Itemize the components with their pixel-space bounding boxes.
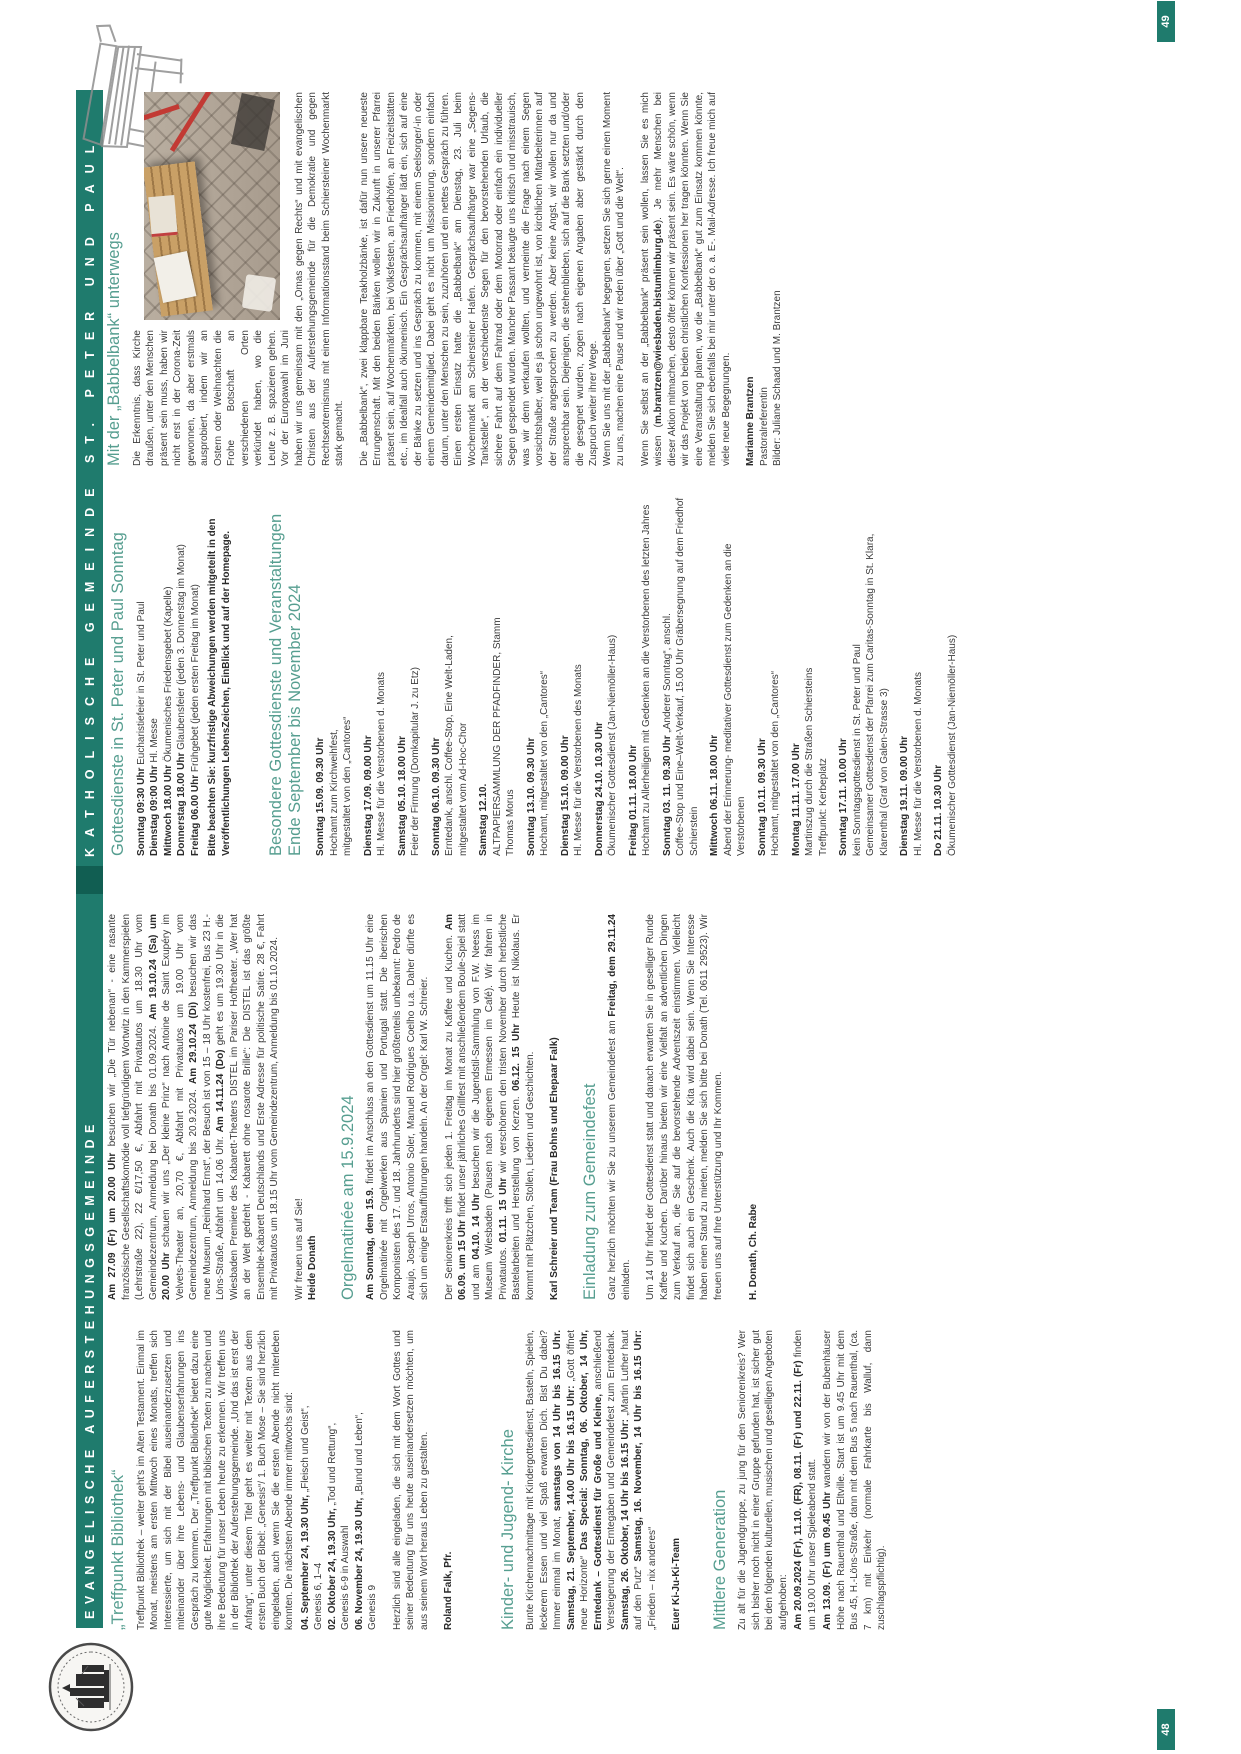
signature-donath-rabe: H. Donath, Ch. Rabe <box>748 1203 759 1300</box>
service-row: Donnerstag 18.00 Uhr Glaubensfeier (jeden 3. Donnerstag im Monat) <box>176 544 187 856</box>
section-heading-gemeindefest: Einladung zum Gemeindefest <box>580 1083 599 1300</box>
babbelbank-paragraph-2: Die „Babbelbank“, zwei klappbare Teakholzbänke, ist dafür nun unsere neueste Errungenschaft. Mit den beiden Bänken wollen wir in Zukunft in unserer Pfarrei präsent sein, auf Wochenmärkten, bei Volksfesten, an Friedhöfen, an Freizeitstätten etc., im Idealfall auch ökumenisch. Ein Gesprächsaufhänger lädt ein, sich auf eine der Bänke zu setzen und ins Gespräch zu kommen, mit einem Seelsorger/-in oder einem Gemeindemitglied. Dabei geht es nicht um Missionierung, sondern einfach darum, unter den Menschen zu sein, zuzuhören und ein nettes Gespräch zu führen. Einen ersten Einsatz hatte die „Babbelbank“ am Dienstag, 23. Juli beim Wochenmarkt am Schiersteiner Hafen. Gesprächsaufhänger war eine „Segens-Tankstelle“, an der verschiedenste Segen für den bevorstehenden Urlaub, die sichere Fahrt auf dem Fahrrad oder dem Motorrad oder einfach ein individueller Segen gespendet wurden. Mancher Passant beäugte uns kritisch und misstrauisch, was wir denn verkaufen wollten, und verneinte die Frage nach einem Segen vorsichtshalber, weil es ja schon ungewohnt ist, von kirchlichen Mitarbeiterinnen auf der Straße angesprochen zu werden. Aber keine Angst, wir wollen nur da und ansprechbar sein. Diejenigen, die stehenblieben, sich auf die Bank setzten und/oder die gesegnet wurden, zogen nach eigenen Angaben aber gestärkt durch den Zuspruch weiter ihrer Wege. <box>358 92 599 466</box>
treffpunkt-intro: Treffpunkt Bibliothek – weiter geht's im Alten Testament. Einmal im Monat, meistens am ersten Mittwoch eines Monats, treffen sich Interessierte, um sich mit der Bibel auseinanderzusetzen und miteinander über ihre Lebens- und Glaubenserfahrungen ins Gespräch zu kommen. Der „Treffpunkt Bibliothek“ bietet dazu eine gute Möglichkeit. Erfahrungen mit biblischen Texten zu machen und ihre Bedeutung für unser Leben heute zu erkennen. Wir treffen uns in der Bibliothek der Auferstehungsgemeinde. „Und das ist erst der Anfang“, unter diesem Titel geht es weiter mit Texten aus dem ersten Buch der Bibel: „Genesis“/ 1. Buch Mose – Sie sind herzlich eingeladen, auch wenn Sie die ersten Abende nicht miterleben konnten. Die nächsten Abende immer mittwochs sind: <box>135 1330 295 1630</box>
mittlere-spieleabend: Am 20.09.2024 (Fr), 11.10. (FR), 08.11. (Fr) und 22.11. (Fr) finden um 19.00 Uhr unser Spieleabend statt. <box>793 1330 818 1630</box>
treffpunkt-date-row: Genesis 6-9 in Auswahl <box>340 1525 351 1630</box>
section-heading-besondere: Besondere Gottesdienste und Veranstaltungen Ende September bis November 2024 <box>267 513 304 856</box>
section-heading-kiju: Kinder- und Jugend- Kirche <box>498 1429 517 1630</box>
section-heading-mittlere: Mittlere Generation <box>710 1489 729 1630</box>
schedule-entry: Dienstag 17.09. 09.00 Uhr Hl. Messe für die Verstorbenen d. Monats <box>362 672 387 856</box>
babbelbank-paragraph-1: Die Erkenntnis, dass Kirche draußen, unter den Menschen präsent sein muss, haben wir nicht erst in der Corona-Zeit gewonnen, da aber erstmals ausprobiert, indem wir an Ostern oder Weihnachten die Frohe Botschaft an verschiedenen Orten verkündet haben, wo die Leute z. B. spazieren gehen. Vor der Europawahl im Juni haben wir uns gemeinsam mit den „Omas gegen Rechts“ und mit evangelischen Christen aus der Auferstehungsgemeinde für die Demokratie und gegen Rechtsextremismus mit einem Informationsstand beim Schiersteiner Wochenmarkt stark gemacht. <box>131 92 347 466</box>
signature-kijuki-team: Euer Ki-Ju-Ki-Team <box>671 1537 682 1630</box>
gemeindefest-body: Um 14 Uhr findet der Gottesdienst statt und danach erwarten Sie in geselliger Runde Kaffee und Kuchen. Darüber hinaus bieten wir eine Vielfalt an adventlichen Dingen zum Verkauf an, die Sie auf die bevorstehende Adventszeit einstimmen. Vielleicht findet sich auch ein Geschenk. Auch die Kita wird dabei sein. Wenn Sie Interesse haben einen Stand zu mieten, melden Sie sich bitte bei Donath (Tel. 0611 29523). Wir freuen uns auf Ihre Unterstützung und Ihr Kommen. <box>645 914 724 1300</box>
signature-heide-donath: Heide Donath <box>307 1235 318 1300</box>
signature-karl-schreier-team: Karl Schreier und Team (Frau Bohns und Ehepaar Falk) <box>549 1037 560 1300</box>
page-number-tab-49: 49 <box>1157 1 1175 42</box>
column-treffpunkt <box>109 1329 900 1630</box>
page-number-tab-48: 48 <box>1157 1709 1175 1750</box>
treffpunkt-outro: Herzlich sind alle eingeladen, die sich mit dem Wort Gottes und seiner Bedeutung für uns heute auseinandersetzen möchten, um aus seinem Wort heraus Leben zu gestalten. <box>391 1330 430 1630</box>
band-title-left: EVANGELISCHE AUFERSTEHUNGSGEMEINDE <box>82 1118 97 1619</box>
orgelmatinee-body: Am Sonntag, dem 15.9. findet im Anschluss an den Gottesdienst um 11.15 Uhr eine Orgelmatinée mit Orgelwerken aus Spanien und Portugal statt. Die iberischen Komponisten des 17. und 18. Jahrhunderts sind hier größtenteils unbekannt: Pedro de Araujo, Joseph Urros, Antonio Soler, Manuel Rodrigues Coelho u.a. Daher dürfte es sich um einige Erstaufführungen handeln. An der Orgel: Karl W. Schreier. <box>365 913 430 1300</box>
treffpunkt-date-row: 06. November 24, 19.30 Uhr, „Bund und Leben“, <box>353 1412 365 1630</box>
schedule-entry: Samstag 12.10. ALTPAPIERSAMMLUNG DER PFADFINDER, Stamm Thomas Morus <box>478 617 516 856</box>
band-divider <box>76 866 103 894</box>
treffpunkt-date-row: 02. Oktober 24, 19.30 Uhr, „Tod und Rettung“, <box>326 1422 338 1630</box>
signature-role: Pastoralreferentin <box>758 387 770 466</box>
header-band-katholisch <box>76 90 103 866</box>
schedule-entry: Sonntag 06.10. 09.30 Uhr Erntedank, anschl. Coffee-Stop, Eine Welt-Laden, mitgestaltet vom Ad-Hoc-Chor <box>430 635 469 856</box>
schedule-entry: Sonntag 15.09. 09.30 Uhr Hochamt zum Kirchweihfest, mitgestaltet von den „Cantores“ <box>315 716 353 856</box>
column-ausfluege <box>106 914 775 1300</box>
band-title-right: KATHOLISCHE GEMEINDE ST. PETER UND PAUL <box>82 134 97 857</box>
schedule-entry: Freitag 01.11. 18.00 Uhr Hochamt zu Allerheiligen mit Gedenken an die Verstorbenen des letzten Jahres <box>627 504 652 856</box>
service-row: Mittwoch 18.00 Uhr Ökumenisches Friedensgebet (Kapelle) <box>162 586 174 856</box>
service-row: Sonntag 09:30 Uhr Eucharistiefeier in St. Peter und Paul <box>135 601 147 856</box>
schedule-entry: Mittwoch 06.11. 18.00 Uhr Abend der Erinnerung- meditativer Gottesdienst zum Gedenken an die Verstorbenen <box>709 543 747 856</box>
section-heading-treffpunkt: „Treffpunkt Bibliothek“ <box>109 1469 127 1630</box>
besondere-schedule <box>314 490 959 856</box>
treffpunkt-date-row: Genesis 9 <box>367 1584 378 1630</box>
schedule-entry: Sonntag 13.10. 09.30 Uhr Hochamt, mitgestaltet von den „Cantores“ <box>525 670 550 856</box>
photo-credit: Bilder: Juliane Schaad und M. Brantzen <box>772 290 783 466</box>
service-row: Freitag 06.00 Uhr Frühgebet (jeden ersten Freitag im Monat) <box>189 584 201 856</box>
column-babbelbank <box>105 92 785 466</box>
ausfluege-body: Am 27.09 (Fr) um 20.00 Uhr besuchen wir „Die Tür nebenan“ - eine rasante französische Gesellschaftskomödie voll tiefgründigem Wortwitz in den Kammerspielen (Lehrstraße 22), 22 €/17,50 €, Abfahrt mit Privatautos um 18.30 Uhr vom Gemeindezentrum, Anmeldung bei Donath bis 01.09.2024. Am 19.10.24 (Sa) um 20.00 Uhr schauen wir uns „Der kleine Prinz“ nach Antoine de Saint Exupéry im Velvets-Theater an, 20,70 €, Abfahrt mit Privatautos um 19.00 Uhr vom Gemeindezentrum, Anmeldung bis 20.9.2024. Am 29.10.24 (Di) besuchen wir das neue Museum „Reinhard Ernst“, der Besuch ist von 15 – 18 Uhr kostenfrei, Bus 23 H.-Löns-Straße, Abfahrt um 14.06 Uhr. Am 14.11.24 (Do) geht es um 19.30 Uhr in die Wiesbaden Premiere des Kabarett-Theaters DISTEL im Pariser Hoftheater. „Wer hat an der Welt gedreht - Kabarett ohne rosarote Brille“: Die DISTEL ist das größte Ensemble-Kabarett Deutschlands und Erste Adresse für politische Satire. 28 €, Fahrt mit Privatautos um 18.15 Uhr vom Gemeindezentrum, Anmeldung bis 01.10.2024. <box>107 913 280 1300</box>
signature-roland-falk: Roland Falk, Pfr. <box>443 1551 454 1630</box>
babbelbank-photo <box>144 92 280 320</box>
section-heading-babbelbank: Mit der „Babbelbank“ unterwegs <box>105 232 123 466</box>
kiju-body: Bunte Kirchennachmittage mit Kindergottesdienst, Basteln, Spielen, leckerem Essen und viel Spaß erwarten Dich. Bist Du dabei? Immer einmal im Monat, samstags von 14 Uhr bis 16.15 Uhr. Samstag, 21. September, 14.00 Uhr bis 16.15 Uhr: „Gott öffnet neue Horizonte“ Das Special: Sonntag, 06. Oktober, 14 Uhr, Erntedank – Gottesdienst für Große und Kleine, anschließend Versteigerung der Erntegaben und Gemeindefest zum Erntedank. Samstag, 26. Oktober, 14 Uhr bis 16.15 Uhr: „Martin Luther haut auf den Putz“ Samstag, 16. November, 14 Uhr bis 16.15 Uhr: „Frieden – nix anderes“ <box>525 1329 658 1630</box>
schedule-entry: Do 21.11. 10.30 Uhr Ökumenischer Gottesdienst (Jan-Niemöller-Haus) <box>933 634 958 856</box>
service-notice: Bitte beachten Sie: kurzfristige Abweichungen werden mitgeteilt in den Veröffentlichungen LebensZeichen, EinBlick und auf der Homepage. <box>207 518 232 856</box>
schedule-entry: Donnerstag 24.10. 10.30 Uhr Ökumenischer Gottesdienst (Jan-Niemöller-Haus) <box>593 634 618 856</box>
signature-marianne-brantzen: Marianne Brantzen <box>745 376 756 466</box>
mittlere-wanderung: Am 13.09. (Fr) um 09.45 Uhr wandern wir von der Bubenhäuser Höhe nach Rauenthal und Eltville. Start ist um 9.45 Uhr mit dem Bus 45, H.-Löns-Straße, dann mit dem Bus 5 nach Rauenthal, (ca. 7 km) mit Einkehr (normale Fahrkarte bis Walluf, dann zuschlagspflichtig). <box>822 1330 887 1630</box>
seniorenkreis-body: Der Seniorenkreis trifft sich jeden 1. Freitag im Monat zu Kaffee und Kuchen. Am 06.09. um 15 Uhr findet unser jährliches Grillfest mit anschließendem Boule-Spiel statt und am 04.10. 14 Uhr besuchen wir die Jugendstil-Sammlung von F.W. Neess im Museum Wiesbaden (Pausen nach eigenem Ermessen im Café). Wir fahren in Privatautos. 01.11. 15 Uhr wir verschönern den tristen November durch herbstliche Bastelarbeiten und Herstellung von Kerzen. 06.12. 15 Uhr Heute ist Nikolaus. Er kommt mit Plätzchen, Stollen, Liedern und Geschichten. <box>443 913 536 1300</box>
service-row: Dienstag 09:00 Uhr Hl. Messe <box>149 718 160 856</box>
babbelbank-paragraph-2b: Wenn Sie uns mit der „Babbelbank“ begegnen, setzen Sie sich gerne einen Moment zu uns, machen eine Pause und wir reden über „Gott und die Welt“. <box>601 92 626 466</box>
header-band-evangelisch <box>76 894 103 1628</box>
babbelbank-paragraph-3: Wenn Sie selbst an der „Babbelbank“ präsent sein wollen, lassen Sie es mich wissen (m.brantzen@wiesbaden.bistumlimburg.de). Je mehr Menschen bei dieser Aktion mitmachen, desto öfter können wir präsent sein. Es wäre schön, wenn wir das Projekt von beiden christlichen Konfessionen her tragen könnten. Wenn Sie eine Veranstaltung planen, wo die „Babbelbank“ gut zum Einsatz kommen könnte, melden Sie sich ebenfalls bei mir unter der o. a. E-. Mail-Adresse. Ich freue mich auf viele neue Begegnungen. <box>639 92 732 466</box>
schedule-entry: Sonntag 17.11. 10.00 Uhr kein Sonntagsgottesdienst in St. Peter und Paul Gemeinsamer Gottesdienst der Pfarrei zum Caritas-Sonntag in St. Klara, Klarenthal (Graf von Galen-Strasse 3) <box>838 533 890 856</box>
schedule-entry: Samstag 05.10. 18.00 Uhr Feier der Firmung (Domkapitular J. zu Etz) <box>396 667 421 856</box>
gemeindefest-intro: Ganz herzlich möchten wir Sie zu unserem Gemeindefest am Freitag, dem 29.11.24 einladen. <box>607 914 632 1300</box>
schedule-entry: Sonntag 10.11. 09.30 Uhr Hochamt, mitgestaltet von den „Cantores“ <box>756 670 781 856</box>
mittlere-intro: Zu alt für die Jugendgruppe, zu jung für den Seniorenkreis? Wer sich bisher noch nicht in einer Gruppe gefunden hat, ist sicher gut bei den folgenden kulturellen, musischen und geselligen Angeboten aufgehoben: <box>737 1330 789 1630</box>
schedule-entry: Dienstag 19.11. 09.00 Uhr Hl. Messe für die Verstorbenen d. Monats <box>899 672 924 856</box>
section-heading-gottesdienste: Gottesdienste in St. Peter und Paul Sonntag <box>109 532 127 856</box>
section-heading-orgelmatinee: Orgelmatinée am 15.9.2024 <box>338 1095 357 1300</box>
schedule-entry: Dienstag 15.10. 09.00 Uhr Hl. Messe für die Verstorbenen des Monats <box>559 664 584 856</box>
treffpunkt-date-row: 04. September 24, 19.30 Uhr, „Fleisch und Geist“, <box>299 1405 311 1630</box>
email-address: m.brantzen@wiesbaden.bistumlimburg.de <box>653 223 664 425</box>
schedule-entry: Sonntag 03. 11. 09.30 Uhr „Anderer Sonntag“, anschl. Coffee-Stop und Eine–Welt-Verkauf, 15.00 Uhr Gräbersegnung auf dem Friedhof Schierstein <box>661 497 700 856</box>
treffpunkt-date-row: Genesis 6, 1–4 <box>313 1562 324 1630</box>
schedule-entry: Montag 11.11. 17.00 Uhr Martinszug durch die Straßen Schiersteins Treffpunkt: Kerbeplatz <box>790 667 829 856</box>
ausfluege-closing: Wir freuen uns auf Sie! <box>293 1198 305 1300</box>
column-gottesdienste <box>109 490 966 856</box>
parish-seal-logo <box>48 1642 134 1732</box>
